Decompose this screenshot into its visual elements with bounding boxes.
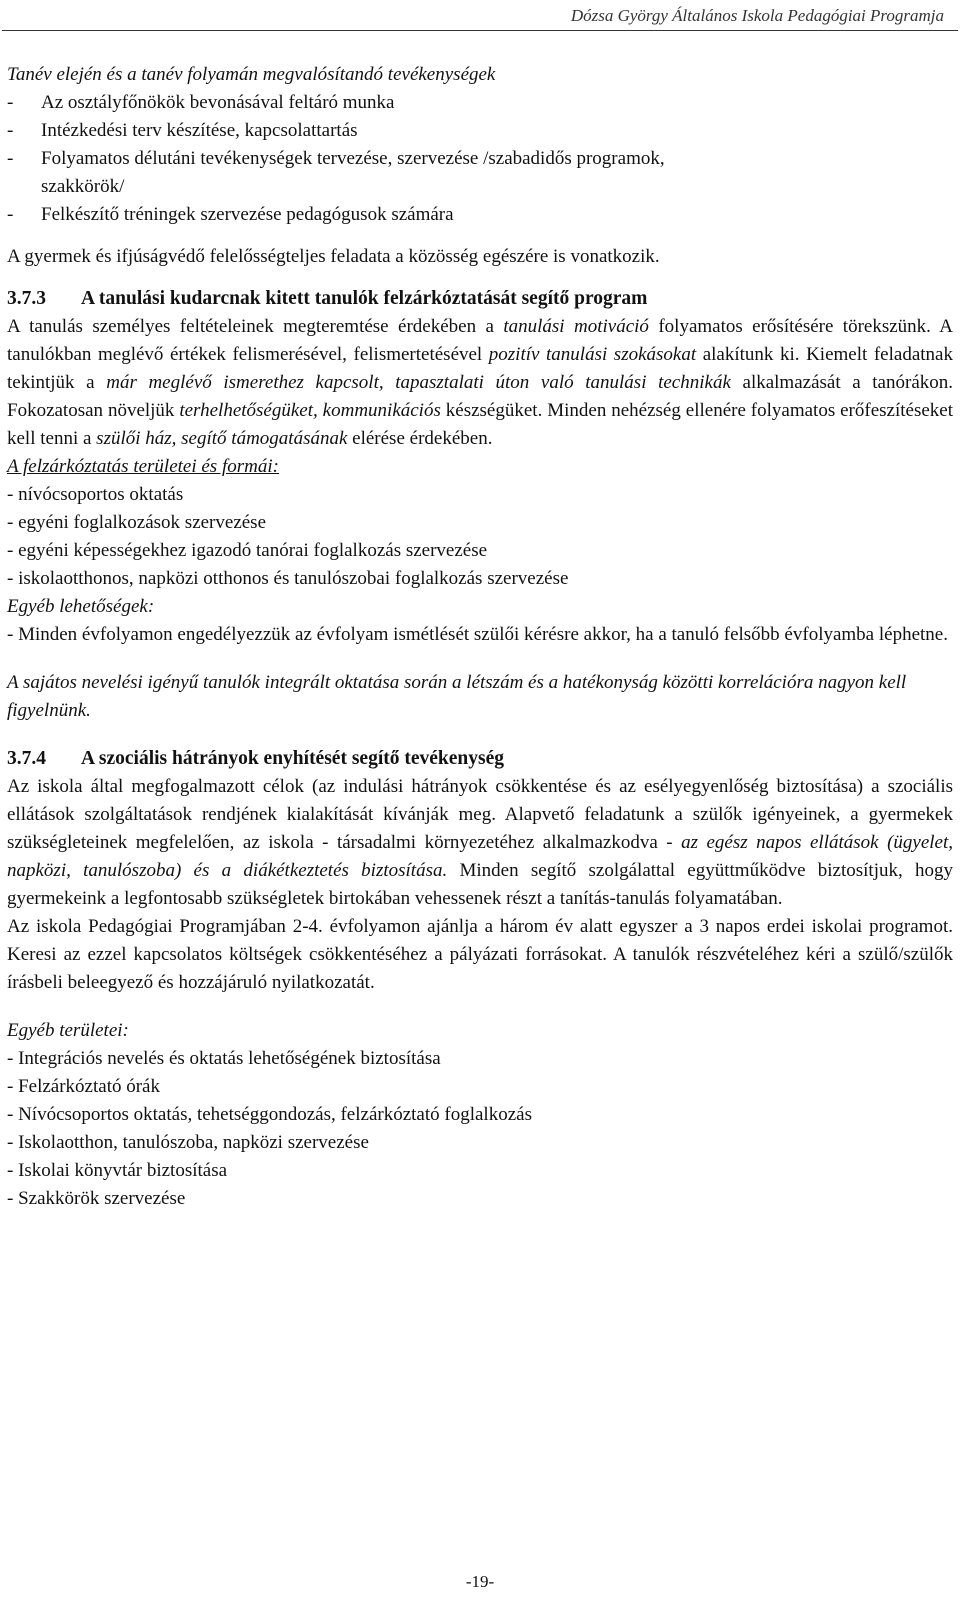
section-373-heading <box>7 285 953 313</box>
section-374-paragraph: Az iskola által megfogalmazott célok (az indulási hátrányok csökkentése és az esélyegyenlőség biztosítása) a szociális ellátások szolgáltatások rendjének kialakítását kívánják meg. Alapvető feladatunk a szülők igényeinek, a gyermekek szükségleteinek megfelelően, az iskola - társadalmi környezetéhez alkalmazkodva - az egész napos ellátások (ügyelet, napközi, tanulószoba) és a diákétkeztetés biztosítása. Minden segítő szolgálattal együttműködve biztosítjuk, hogy gyermekeink a legfontosabb szükségletek birtokában vehessenek részt a tanítás-tanulás folyamatában. <box>7 776 954 909</box>
special-note: A sajátos nevelési igényű tanulók integrált oktatása során a létszám és a hatékonyság közötti korrelációra nagyon kell figyelnünk. <box>7 672 907 721</box>
section-374-paragraph-2: Az iskola Pedagógiai Programjában 2-4. évfolyamon ajánlja a három év alatt egyszer a 3 napos erdei iskolai programot. Keresi az ezzel kapcsolatos költségek csökkentéséhez a pályázati forrásokat. A tanulók részvételéhez kéri a szülő/szülők írásbeli beleegyező és hozzájáruló nyilatkozatát. <box>7 916 953 993</box>
areas-item: - Nívócsoportos oktatás, tehetséggondozás, felzárkóztató foglalkozás <box>7 1104 532 1125</box>
areas-item: - Iskolaotthon, tanulószoba, napközi szervezése <box>7 1132 369 1153</box>
forms-item: - egyéni foglalkozások szervezése <box>7 512 267 533</box>
intro-item: - Felkészítő tréningek szervezése pedagógusok számára <box>7 204 454 225</box>
intro-item-continuation: szakkörök/ <box>41 176 125 197</box>
other-text: - Minden évfolyamon engedélyezzük az évfolyam ismétlését szülői kérésre akkor, ha a tanuló felsőbb évfolyamba léphetne. <box>7 624 948 645</box>
section-number: 3.7.4 <box>7 748 46 769</box>
section-title: A szociális hátrányok enyhítését segítő tevékenység <box>81 748 505 769</box>
areas-item: - Szakkörök szervezése <box>7 1188 186 1209</box>
forms-item: - egyéni képességekhez igazodó tanórai foglalkozás szervezése <box>7 540 488 561</box>
header-divider <box>2 30 958 31</box>
intro-item: - Az osztályfőnökök bevonásával feltáró munka <box>7 92 395 113</box>
document-body <box>7 61 953 1213</box>
page-header: Dózsa György Általános Iskola Pedagógiai Programja <box>570 6 944 25</box>
section-373-paragraph: A tanulás személyes feltételeinek megteremtése érdekében a tanulási motiváció folyamatos erősítésére törekszünk. A tanulókban meglévő értékek felismerésével, felismertetésével pozitív tanulási szokásokat alakítunk ki. Kiemelt feladatnak tekintjük a már meglévő ismerethez kapcsolt, tapasztalati úton való tanulási technikák alkalmazását a tanórákon. Fokozatosan növeljük terhelhetőségüket, kommunikációs készségüket. Minden nehézség ellenére folyamatos erőfeszítéseket kell tenni a szülői ház, segítő támogatásának elérése érdekében. <box>7 316 954 449</box>
other-title: Egyéb lehetőségek: <box>7 596 155 617</box>
intro-title: Tanév elején és a tanév folyamán megvalósítandó tevékenységek <box>7 64 496 85</box>
section-title: A tanulási kudarcnak kitett tanulók felzárkóztatását segítő program <box>81 288 648 309</box>
areas-item: - Integrációs nevelés és oktatás lehetőségének biztosítása <box>7 1048 441 1069</box>
section-number: 3.7.3 <box>7 288 46 309</box>
areas-item: - Iskolai könyvtár biztosítása <box>7 1160 228 1181</box>
intro-item: - Intézkedési terv készítése, kapcsolattartás <box>7 120 358 141</box>
intro-item: - Folyamatos délutáni tevékenységek tervezése, szervezése /szabadidős programok, <box>7 148 665 169</box>
page-number: -19- <box>465 1572 495 1591</box>
forms-item: - nívócsoportos oktatás <box>7 484 184 505</box>
areas-item: - Felzárkóztató órák <box>7 1076 160 1097</box>
forms-title: A felzárkóztatás területei és formái: <box>7 456 279 477</box>
intro-closing: A gyermek és ifjúságvédő felelősségteljes feladata a közösség egészére is vonatkozik. <box>7 246 660 267</box>
section-374-heading <box>7 745 953 773</box>
areas-title: Egyéb területei: <box>7 1020 129 1041</box>
forms-item: - iskolaotthonos, napközi otthonos és tanulószobai foglalkozás szervezése <box>7 568 569 589</box>
